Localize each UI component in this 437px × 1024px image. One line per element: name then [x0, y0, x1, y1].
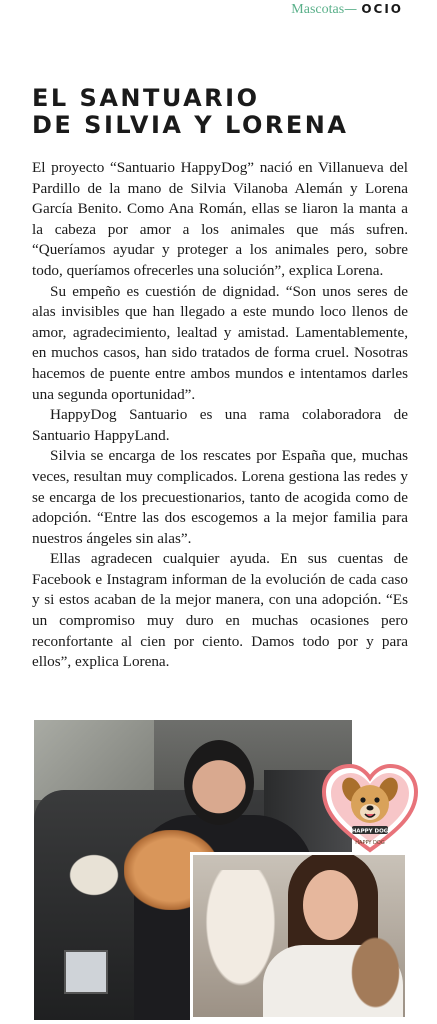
section-name: Mascotas: [291, 2, 345, 17]
article-paragraph: Silvia se encarga de los rescates por España que, muchas veces, resultan muy complicados. Lorena gestiona las redes y se encarga de los precuestionarios, tanto de acogida como de adopción. “Entre las dos escogemos a la mejor familia para nuestros ángeles sin alas”.: [32, 447, 408, 547]
photo-woman-with-chihuahuas: [190, 852, 408, 1020]
article-paragraph: Su empeño es cuestión de dignidad. “Son unos seres de alas invisibles que han llegado a este mundo loco llenos de amor, agradecimiento, lealtad y amistad. Lamentablemente, en muchos casos, han sido tratados de forma cruel. Nosotras hacemos de puente entre ambos mundos e intentamos darles una segunda oportunidad”.: [32, 282, 408, 403]
photo-car-plate: [64, 950, 108, 994]
logo-text-top: HAPPY DOG: [351, 828, 389, 835]
photo-white-dog: [64, 850, 124, 900]
title-line-2: DE SILVIA Y LORENA: [32, 111, 349, 139]
page-header: [291, 2, 403, 18]
happy-dog-logo: [322, 764, 418, 854]
photo-person-head: [184, 740, 254, 825]
header-separator: —: [344, 2, 358, 17]
photo-brown-chihuahua: [343, 925, 408, 1020]
logo-text-bottom: HAPPY DOG: [355, 840, 385, 846]
article-paragraph: El proyecto “Santuario HappyDog” nació en Villanueva del Pardillo de la mano de Silvia Vilanoba Alemán y Lorena García Benito. Como Ana Román, ellas se liaron la manta a la cabeza por amor a los animales que más sufren. “Queríamos ayudar y proteger a los animales pero, sobre todo, queríamos ofrecerles una solución”, explica Lorena.: [32, 159, 408, 279]
article-paragraph: Ellas agradecen cualquier ayuda. En sus cuentas de Facebook e Instagram informan de la evolución de cada caso y si estos acaban de la mejor manera, con una adopción. “Es un compromiso muy duro en muchas ocasiones pero reconfortante al cien por ciento. Damos todo por y para ellos”, explica Lorena.: [32, 550, 408, 671]
title-line-1: EL SANTUARIO: [32, 84, 260, 112]
section-label: OCIO: [361, 2, 403, 16]
photo-window: [34, 720, 154, 800]
article-title: [32, 85, 412, 139]
photo-white-chihuahua: [198, 870, 283, 1000]
article-body: [32, 158, 408, 673]
article-paragraph: HappyDog Santuario es una rama colaboradora de Santuario HappyLand.: [32, 406, 408, 444]
